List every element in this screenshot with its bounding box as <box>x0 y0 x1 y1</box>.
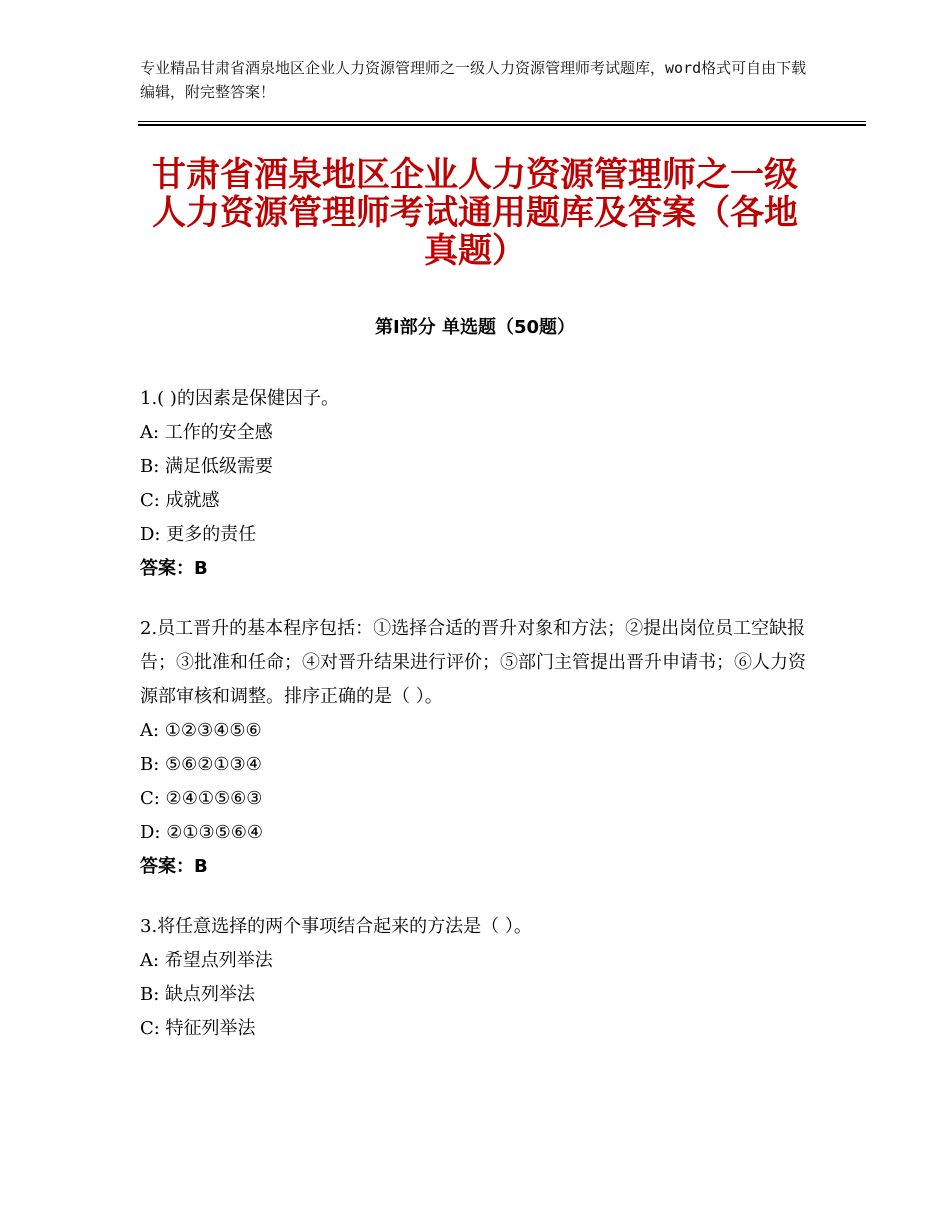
header-note: 专业精品甘肃省酒泉地区企业人力资源管理师之一级人力资源管理师考试题库，word格式可自由下载编辑，附完整答案！ <box>140 59 807 101</box>
question-stem: 2.员工晋升的基本程序包括：①选择合适的晋升对象和方法；②提出岗位员工空缺报告；③批准和任命；④对晋升结果进行评价；⑤部门主管提出晋升申请书；⑥人力资源部审核和调整。排序正确的是（ ）。 <box>140 618 806 707</box>
answer: 答案：B <box>140 558 208 579</box>
option-a: A: ①②③④⑤⑥ <box>140 720 262 741</box>
section-title: 第Ⅰ部分 单选题（50题） <box>374 317 575 338</box>
option-c: C: 成就感 <box>140 490 220 511</box>
option-a: A: 希望点列举法 <box>140 950 273 971</box>
question-1 <box>140 382 810 586</box>
option-b: B: 缺点列举法 <box>140 984 256 1005</box>
option-b: B: 满足低级需要 <box>140 456 274 477</box>
option-d: D: 更多的责任 <box>140 524 257 545</box>
option-a: A: 工作的安全感 <box>140 422 273 443</box>
header-divider-thick <box>138 124 866 126</box>
question-2 <box>140 612 810 884</box>
option-d: D: ②①③⑤⑥④ <box>140 822 264 843</box>
question-3 <box>140 910 810 1046</box>
option-b: B: ⑤⑥②①③④ <box>140 754 262 775</box>
question-list <box>140 382 810 1072</box>
option-c: C: ②④①⑤⑥③ <box>140 788 263 809</box>
question-stem: 3.将任意选择的两个事项结合起来的方法是（ ）。 <box>140 916 532 937</box>
question-stem: 1.( )的因素是保健因子。 <box>140 388 339 409</box>
document-title: 甘肃省酒泉地区企业人力资源管理师之一级人力资源管理师考试通用题库及答案（各地真题） <box>152 155 798 271</box>
header-divider-thin <box>138 121 866 122</box>
answer: 答案：B <box>140 856 208 877</box>
option-c: C: 特征列举法 <box>140 1018 256 1039</box>
